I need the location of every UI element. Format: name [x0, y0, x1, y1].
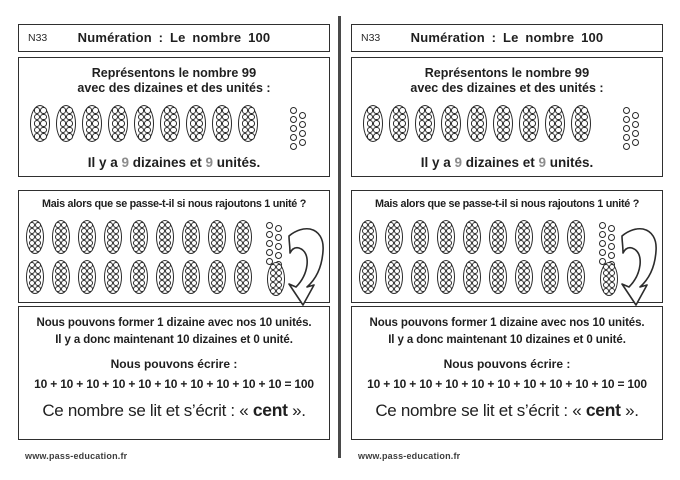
dot — [524, 286, 530, 292]
unit-dot — [623, 143, 630, 150]
dizaine-oval — [134, 105, 154, 142]
dizaine-oval — [515, 220, 533, 254]
unit-dot — [632, 121, 639, 128]
dizaine-oval — [108, 105, 128, 142]
tens-row-bottom — [359, 260, 585, 294]
conclusion-line2: Il y a donc maintenant 10 dizaines et 0 unité. — [388, 334, 626, 346]
dot — [61, 246, 67, 252]
dizaine-oval — [238, 105, 258, 142]
unit-dot — [290, 134, 297, 141]
unit-dot — [266, 249, 273, 256]
dot — [66, 120, 73, 127]
dot — [139, 246, 145, 252]
dot — [40, 133, 47, 140]
dot — [524, 246, 530, 252]
unit-column — [299, 112, 306, 146]
dot — [581, 120, 588, 127]
unit-dot — [623, 134, 630, 141]
header-box — [351, 24, 663, 52]
dizaine-oval — [489, 260, 507, 294]
unit-column — [290, 107, 297, 150]
dot — [446, 246, 452, 252]
unit-dot — [599, 231, 606, 238]
unit-dot — [266, 222, 273, 229]
footer-url: www.pass-education.fr — [358, 451, 461, 461]
dizaine-oval — [385, 220, 403, 254]
dot — [503, 107, 510, 114]
answer-units-count: 9 — [205, 155, 214, 170]
page-title: Numération : Le nombre 100 — [410, 30, 604, 45]
units-group-9 — [290, 107, 306, 150]
unit-column — [632, 112, 639, 146]
dot — [87, 246, 93, 252]
dizaine-oval — [567, 220, 585, 254]
dizaine-oval — [130, 220, 148, 254]
dot — [394, 246, 400, 252]
conclusion-line1: Nous pouvons former 1 dizaine avec nos 10 unités. — [369, 317, 645, 329]
dot — [472, 286, 478, 292]
dot — [92, 120, 99, 127]
dizaine-oval — [515, 260, 533, 294]
conclusion-line3: Nous pouvons écrire : — [110, 357, 238, 371]
dizaine-oval — [519, 105, 539, 142]
tens-row-top — [26, 220, 252, 254]
dot — [425, 133, 432, 140]
dot — [399, 120, 406, 127]
dot — [40, 107, 47, 114]
dizaine-oval — [234, 260, 252, 294]
caption-9-tens-9-units — [352, 155, 662, 170]
dot — [477, 133, 484, 140]
dot — [529, 133, 536, 140]
unit-dot — [290, 125, 297, 132]
dot — [92, 133, 99, 140]
answer-tens-count: 9 — [121, 155, 129, 170]
dot — [477, 120, 484, 127]
dot — [191, 286, 197, 292]
dot — [368, 286, 374, 292]
dizaine-oval — [437, 260, 455, 294]
dot — [276, 288, 282, 294]
dizaine-oval — [567, 260, 585, 294]
dot — [170, 133, 177, 140]
unit-dot — [608, 234, 615, 241]
dizaine-oval — [186, 105, 206, 142]
dizaine-oval — [489, 220, 507, 254]
dot — [139, 286, 145, 292]
unit-dot — [623, 107, 630, 114]
unit-dot — [632, 139, 639, 146]
dot — [66, 107, 73, 114]
curved-down-arrow-icon — [619, 226, 659, 308]
dizaine-oval — [463, 260, 481, 294]
dot — [609, 288, 615, 294]
unit-dot — [599, 222, 606, 229]
conclusion-box — [351, 306, 663, 440]
represent-99-box — [351, 57, 663, 177]
number-99: 99 — [241, 65, 257, 80]
dot — [35, 246, 41, 252]
dot — [550, 246, 556, 252]
dizaine-oval — [415, 105, 435, 142]
unit-dot — [608, 252, 615, 259]
dizaine-oval — [571, 105, 591, 142]
new-dizaine-oval-group — [600, 262, 618, 296]
dot — [222, 120, 229, 127]
dizaine-oval — [56, 105, 76, 142]
dot — [248, 107, 255, 114]
represent-line2: avec des dizaines et des unités : — [77, 81, 271, 95]
dot — [248, 133, 255, 140]
word-cent: cent — [252, 400, 288, 420]
unit-dot — [290, 107, 297, 114]
unit-dot — [275, 234, 282, 241]
dizaine-oval — [156, 220, 174, 254]
dot — [576, 246, 582, 252]
unit-dot — [623, 116, 630, 123]
dizaine-oval — [359, 220, 377, 254]
dizaine-oval — [52, 260, 70, 294]
dot — [113, 246, 119, 252]
conclusion-box — [18, 306, 330, 440]
dot — [399, 133, 406, 140]
unit-column — [599, 222, 606, 265]
dizaine-oval — [385, 260, 403, 294]
unit-dot — [266, 231, 273, 238]
dot — [399, 107, 406, 114]
unit-dot — [290, 116, 297, 123]
dizaine-oval — [130, 260, 148, 294]
dot — [144, 107, 151, 114]
worksheet-column-right — [351, 0, 663, 480]
dot — [191, 246, 197, 252]
dot — [498, 246, 504, 252]
dot — [555, 107, 562, 114]
dizaine-oval — [182, 220, 200, 254]
dot — [451, 133, 458, 140]
dot — [503, 133, 510, 140]
dot — [550, 286, 556, 292]
dot — [368, 246, 374, 252]
dot — [248, 120, 255, 127]
dizaine-oval — [267, 262, 285, 296]
dot — [576, 286, 582, 292]
dot — [555, 120, 562, 127]
tens-row-99 — [363, 105, 591, 142]
dot — [446, 286, 452, 292]
dot — [581, 107, 588, 114]
footer-url: www.pass-education.fr — [25, 451, 128, 461]
dot — [243, 246, 249, 252]
unit-dot — [632, 112, 639, 119]
dizaine-oval — [493, 105, 513, 142]
dot — [66, 133, 73, 140]
final-sentence-text: ». — [287, 401, 306, 420]
caption-text: dizaines et — [128, 155, 206, 170]
dizaine-oval — [441, 105, 461, 142]
dizaine-oval — [411, 260, 429, 294]
dot — [581, 133, 588, 140]
represent-line1-text: Représentons le nombre — [424, 66, 575, 80]
dot — [196, 133, 203, 140]
number-99: 99 — [574, 65, 590, 80]
caption-9-tens-9-units — [19, 155, 329, 170]
unit-column — [266, 222, 273, 265]
dot — [196, 120, 203, 127]
header-box — [18, 24, 330, 52]
dot — [425, 107, 432, 114]
unit-dot — [623, 125, 630, 132]
dot — [35, 286, 41, 292]
dot — [144, 120, 151, 127]
unit-dot — [632, 130, 639, 137]
represent-line1 — [352, 65, 662, 80]
page-title: Numération : Le nombre 100 — [77, 30, 271, 45]
dizaine-oval — [30, 105, 50, 142]
final-sentence — [352, 400, 662, 421]
dot — [196, 107, 203, 114]
unit-dot — [299, 130, 306, 137]
dot — [61, 286, 67, 292]
add-unit-question: Mais alors que se passe-t-il si nous rajoutons 1 unité ? — [375, 198, 639, 210]
dizaine-oval — [52, 220, 70, 254]
dizaine-oval — [411, 220, 429, 254]
unit-dot — [290, 143, 297, 150]
dot — [243, 286, 249, 292]
dot — [420, 246, 426, 252]
dot — [113, 286, 119, 292]
dot — [498, 286, 504, 292]
units-group-9 — [623, 107, 639, 150]
unit-dot — [599, 249, 606, 256]
unit-dot — [275, 252, 282, 259]
dot — [373, 107, 380, 114]
answer-units-count: 9 — [538, 155, 547, 170]
represent-line1-text: Représentons le nombre — [91, 66, 242, 80]
conclusion-line2: Il y a donc maintenant 10 dizaines et 0 unité. — [55, 334, 293, 346]
dizaine-oval — [545, 105, 565, 142]
unit-column — [623, 107, 630, 150]
dizaine-oval — [208, 260, 226, 294]
add-one-unit-box — [18, 190, 330, 303]
dot — [217, 286, 223, 292]
unit-dot — [608, 243, 615, 250]
dot — [529, 120, 536, 127]
sum-equation: 10 + 10 + 10 + 10 + 10 + 10 + 10 + 10 + 10 + 10 = 100 — [34, 377, 314, 391]
dizaine-oval — [389, 105, 409, 142]
dizaine-oval — [600, 262, 618, 296]
dot — [92, 107, 99, 114]
unit-dot — [275, 225, 282, 232]
conclusion-line3: Nous pouvons écrire : — [443, 357, 571, 371]
final-sentence-text: ». — [620, 401, 639, 420]
represent-line1 — [19, 65, 329, 80]
represent-99-box — [18, 57, 330, 177]
dot — [373, 133, 380, 140]
add-unit-question: Mais alors que se passe-t-il si nous rajoutons 1 unité ? — [42, 198, 306, 210]
tens-row-top — [359, 220, 585, 254]
caption-text: dizaines et — [461, 155, 539, 170]
dizaine-oval — [363, 105, 383, 142]
worksheet-column-left — [18, 0, 330, 480]
dot — [425, 120, 432, 127]
final-sentence — [19, 400, 329, 421]
tens-row-bottom — [26, 260, 252, 294]
dizaine-oval — [463, 220, 481, 254]
dizaine-oval — [212, 105, 232, 142]
column-divider — [338, 16, 341, 458]
dizaine-oval — [82, 105, 102, 142]
dot — [170, 107, 177, 114]
tens-row-99 — [30, 105, 258, 142]
unit-dot — [299, 121, 306, 128]
dot — [373, 120, 380, 127]
caption-text: Il y a — [420, 155, 455, 170]
dot — [40, 120, 47, 127]
dizaine-oval — [541, 220, 559, 254]
new-dizaine-oval-group — [267, 262, 285, 296]
dot — [170, 120, 177, 127]
represent-line2: avec des dizaines et des unités : — [410, 81, 604, 95]
dot — [394, 286, 400, 292]
dot — [451, 107, 458, 114]
answer-tens-count: 9 — [454, 155, 462, 170]
dizaine-oval — [359, 260, 377, 294]
unit-dot — [266, 240, 273, 247]
conclusion-line1: Nous pouvons former 1 dizaine avec nos 10 unités. — [36, 317, 312, 329]
final-sentence-text: Ce nombre se lit et s’écrit : « — [42, 401, 253, 420]
dizaine-oval — [437, 220, 455, 254]
lesson-code: N33 — [28, 32, 48, 44]
dizaine-oval — [467, 105, 487, 142]
dot — [472, 246, 478, 252]
dot — [222, 133, 229, 140]
dot — [451, 120, 458, 127]
dot — [118, 133, 125, 140]
dizaine-oval — [104, 220, 122, 254]
dizaine-oval — [78, 260, 96, 294]
unit-dot — [275, 243, 282, 250]
caption-text: Il y a — [87, 155, 122, 170]
lesson-code: N33 — [361, 32, 381, 44]
dot — [420, 286, 426, 292]
dot — [165, 246, 171, 252]
unit-dot — [299, 139, 306, 146]
dot — [222, 107, 229, 114]
word-cent: cent — [585, 400, 621, 420]
unit-dot — [599, 240, 606, 247]
dizaine-oval — [78, 220, 96, 254]
dot — [529, 107, 536, 114]
final-sentence-text: Ce nombre se lit et s’écrit : « — [375, 401, 586, 420]
dizaine-oval — [208, 220, 226, 254]
dizaine-oval — [104, 260, 122, 294]
dizaine-oval — [156, 260, 174, 294]
caption-text: unités. — [213, 155, 261, 170]
dot — [555, 133, 562, 140]
dot — [165, 286, 171, 292]
dizaine-oval — [26, 220, 44, 254]
dizaine-oval — [234, 220, 252, 254]
dot — [144, 133, 151, 140]
caption-text: unités. — [546, 155, 594, 170]
unit-dot — [608, 225, 615, 232]
dizaine-oval — [160, 105, 180, 142]
dot — [217, 246, 223, 252]
dot — [87, 286, 93, 292]
dizaine-oval — [26, 260, 44, 294]
unit-dot — [299, 112, 306, 119]
sum-equation: 10 + 10 + 10 + 10 + 10 + 10 + 10 + 10 + 10 + 10 = 100 — [367, 377, 647, 391]
dot — [118, 120, 125, 127]
dizaine-oval — [541, 260, 559, 294]
dot — [477, 107, 484, 114]
dizaine-oval — [182, 260, 200, 294]
add-one-unit-box — [351, 190, 663, 303]
curved-down-arrow-icon — [286, 226, 326, 308]
dot — [503, 120, 510, 127]
dot — [118, 107, 125, 114]
